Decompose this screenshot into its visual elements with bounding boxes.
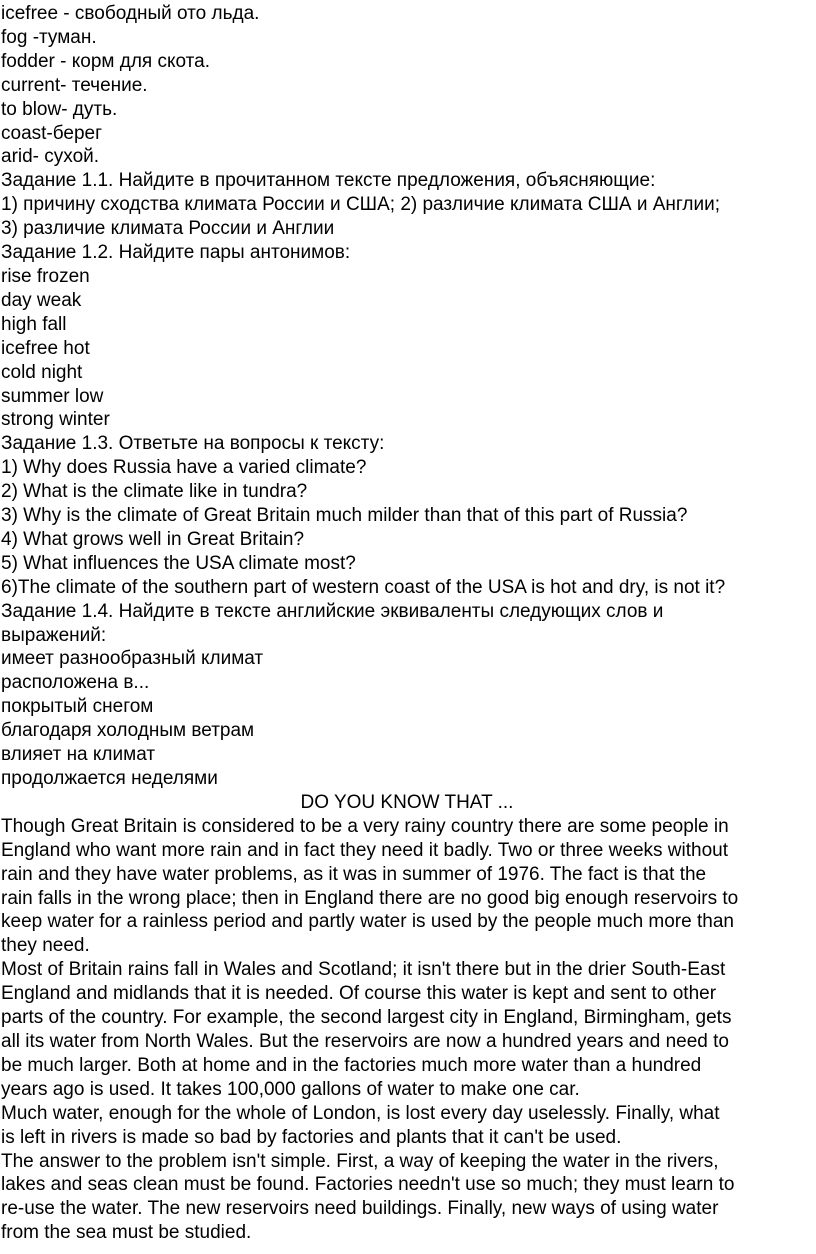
paragraph-line: re-use the water. The new reservoirs need buildings. Finally, new ways of using water: [1, 1198, 719, 1220]
task-1-1: [1, 169, 813, 241]
task-heading: Задание 1.1. Найдите в прочитанном тексте предложения, объясняющие:: [1, 170, 656, 192]
vocab-item: to blow- дуть.: [1, 98, 118, 120]
paragraph-line: England who want more rain and in fact they need it badly. Two or three weeks without: [1, 839, 728, 861]
paragraph-line: they need.: [1, 935, 90, 957]
paragraph: [1, 958, 813, 1101]
task-heading: Задание 1.2. Найдите пары антонимов:: [1, 242, 351, 264]
phrase-item: имеет разнообразный климат: [1, 648, 264, 670]
paragraph-line: years ago is used. It takes 100,000 gallons of water to make one car.: [1, 1078, 580, 1100]
paragraph-line: lakes and seas clean must be found. Factories needn't use so much; they must learn to: [1, 1174, 735, 1196]
antonym-pair: summer low: [1, 385, 104, 407]
task-heading-continued: выражений:: [1, 624, 107, 646]
paragraph: [1, 1150, 813, 1246]
phrase-item: продолжается неделями: [1, 768, 218, 789]
paragraph: [1, 1102, 813, 1150]
paragraph-line: rain falls in the wrong place; then in England there are no good big enough reservoirs to: [1, 887, 739, 909]
antonym-pair: day weak: [1, 289, 82, 311]
paragraph: [1, 815, 813, 958]
task-heading: Задание 1.3. Ответьте на вопросы к тексту:: [1, 433, 385, 455]
paragraph-line: keep water for a rainless period and partly water is used by the people much more than: [1, 911, 734, 933]
question: 5) What influences the USA climate most?: [1, 552, 356, 574]
vocabulary-list: [1, 2, 813, 169]
question: 3) Why is the climate of Great Britain much milder than that of this part of Russia?: [1, 505, 688, 527]
section-title: DO YOU KNOW THAT ...: [300, 791, 514, 813]
paragraph-line: The answer to the problem isn't simple. First, a way of keeping the water in the rivers,: [1, 1150, 719, 1172]
question: 4) What grows well in Great Britain?: [1, 528, 305, 550]
antonym-pair: icefree hot: [1, 337, 90, 359]
antonym-pair: high fall: [1, 313, 67, 335]
question: 2) What is the climate like in tundra?: [1, 481, 308, 503]
task-line: 3) различие климата России и Англии: [1, 218, 335, 240]
vocab-item: current- течение.: [1, 74, 148, 96]
vocab-item: arid- сухой.: [1, 146, 100, 168]
task-line: 1) причину сходства климата России и США; 2) различие климата США и Англии;: [1, 194, 720, 216]
paragraph-line: Much water, enough for the whole of London, is lost every day uselessly. Finally, what: [1, 1102, 720, 1124]
antonym-pair: cold night: [1, 361, 83, 383]
task-heading: Задание 1.4. Найдите в тексте английские эквиваленты следующих слов и: [1, 600, 664, 622]
task-1-3: [1, 432, 813, 599]
phrase-item: влияет на климат: [1, 744, 156, 766]
vocab-item: fodder - корм для скота.: [1, 50, 211, 72]
did-you-know-section: [1, 791, 813, 1245]
question: 6)The climate of the southern part of western coast of the USA is hot and dry, is not it?: [1, 576, 726, 598]
paragraph-line: rain and they have water problems, as it was in summer of 1976. The fact is that the: [1, 863, 707, 885]
vocab-item: icefree - свободный ото льда.: [1, 3, 260, 24]
phrase-item: расположена в...: [1, 672, 150, 694]
vocab-item: fog -туман.: [1, 26, 97, 48]
paragraph-line: is left in rivers is made so bad by factories and plants that it can't be used.: [1, 1126, 622, 1148]
antonym-pair: rise frozen: [1, 265, 90, 287]
task-1-2: [1, 241, 813, 432]
question: 1) Why does Russia have a varied climate?: [1, 457, 367, 479]
document-page: [0, 2, 813, 1245]
paragraph-line: be much larger. Both at home and in the factories much more water than a hundred: [1, 1054, 702, 1076]
antonym-pair: strong winter: [1, 409, 110, 431]
paragraph-line: Though Great Britain is considered to be a very rainy country there are some people in: [1, 815, 729, 837]
phrase-item: покрытый снегом: [1, 696, 154, 718]
paragraph-line: from the sea must be studied.: [1, 1222, 252, 1244]
paragraph-line: all its water from North Wales. But the reservoirs are now a hundred years and need to: [1, 1030, 729, 1052]
paragraph-line: Most of Britain rains fall in Wales and Scotland; it isn't there but in the drier South-East: [1, 959, 726, 981]
paragraph-line: England and midlands that it is needed. Of course this water is kept and sent to other: [1, 983, 717, 1005]
paragraph-line: parts of the country. For example, the second largest city in England, Birmingham, gets: [1, 1007, 732, 1029]
phrase-item: благодаря холодным ветрам: [1, 720, 255, 742]
vocab-item: coast-берег: [1, 122, 103, 144]
task-1-4: [1, 600, 813, 791]
